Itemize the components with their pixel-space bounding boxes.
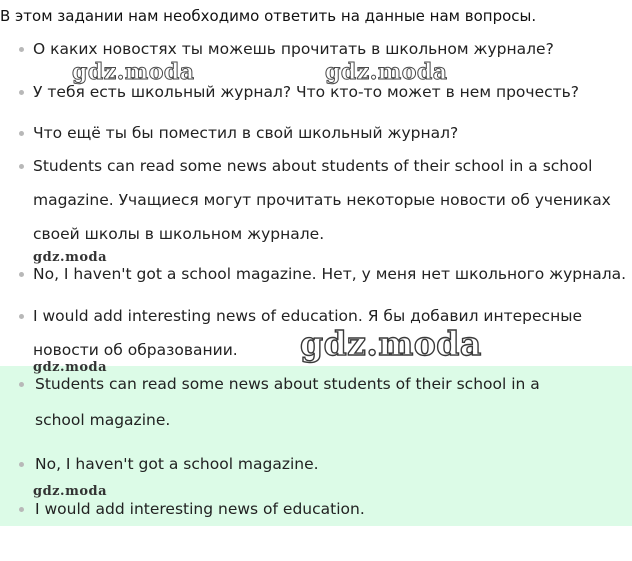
watermark-logo: gdz.moda	[300, 324, 482, 363]
watermark-logo: gdz.moda	[72, 59, 195, 85]
question-text: У тебя есть школьный журнал? Что кто-то может в нем прочесть?	[33, 83, 580, 101]
bullet-icon	[19, 90, 24, 95]
answer-item	[35, 447, 319, 481]
watermark-logo: gdz.moda	[325, 59, 448, 85]
bullet-icon	[19, 462, 24, 467]
answer-line: Students can read some news about students of their school in a school	[33, 157, 593, 175]
bullet-icon	[19, 47, 24, 52]
answer-line: No, I haven't got a school magazine. Нет, у меня нет школьного журнала.	[33, 265, 627, 283]
bullet-icon	[19, 164, 24, 169]
answer-line: I would add interesting news of education.	[35, 500, 365, 518]
answer-line: magazine. Учащиеся могут прочитать некоторые новости об учениках	[33, 191, 611, 209]
question-text: Что ещё ты бы поместил в свой школьный журнал?	[33, 124, 459, 142]
answer-item	[35, 366, 540, 438]
answer-line: No, I haven't got a school magazine.	[35, 455, 319, 473]
watermark-logo: gdz.moda	[33, 484, 108, 499]
question-item	[33, 116, 458, 150]
bullet-icon	[19, 131, 24, 136]
answer-item	[33, 257, 626, 291]
answer-line: своей школы в школьном журнале.	[33, 225, 325, 243]
intro-text: В этом задании нам необходимо ответить на данные нам вопросы.	[0, 7, 537, 25]
answer-item	[33, 149, 611, 251]
answer-line: новости об образовании.	[33, 341, 238, 359]
answer-line: I would add interesting news of education. Я бы добавил интересные	[33, 307, 582, 325]
answer-line: Students can read some news about students of their school in a	[35, 375, 540, 393]
bullet-icon	[19, 314, 24, 319]
answer-line: school magazine.	[35, 411, 171, 429]
watermark-logo: gdz.moda	[33, 250, 108, 265]
question-text: О каких новостях ты можешь прочитать в школьном журнале?	[33, 40, 554, 58]
bullet-icon	[19, 272, 24, 277]
bullet-icon	[19, 507, 24, 512]
watermark-logo: gdz.moda	[33, 360, 108, 375]
bullet-icon	[19, 382, 24, 387]
